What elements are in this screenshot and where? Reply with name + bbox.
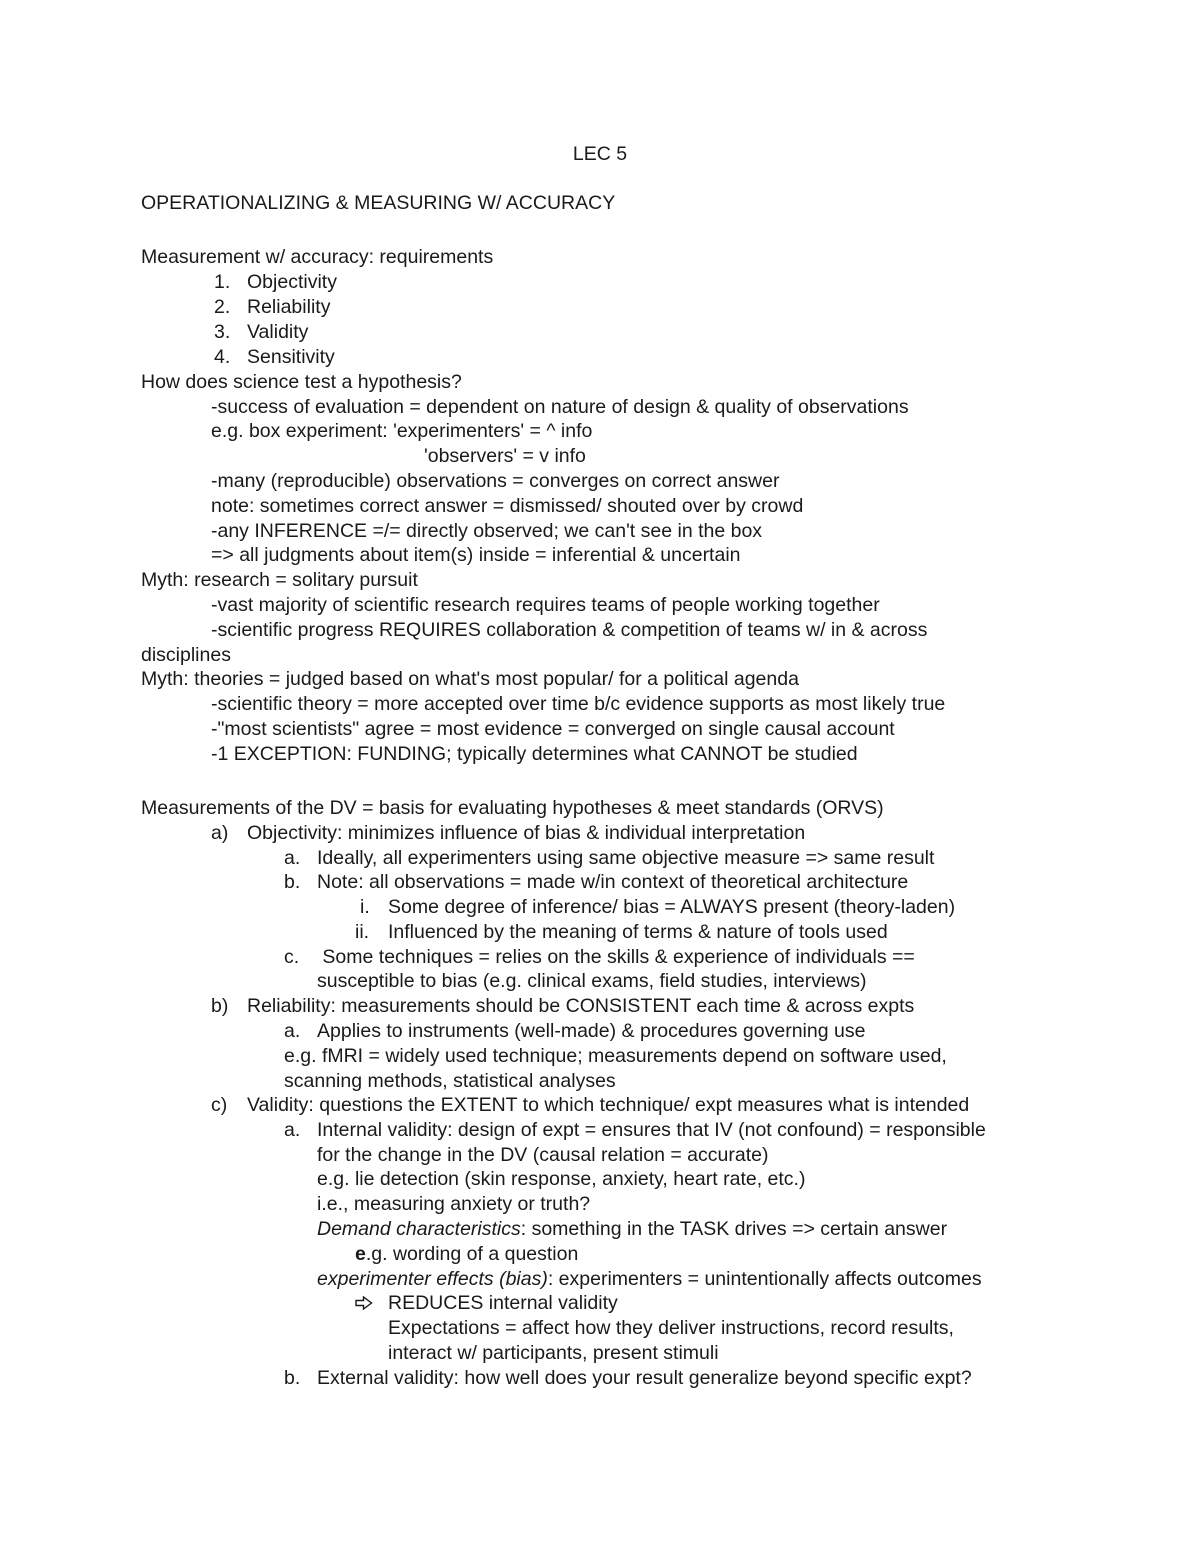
list-item-continuation: susceptible to bias (e.g. clinical exams, field studies, interviews) xyxy=(317,970,867,992)
list-item-continuation: Expectations = affect how they deliver instructions, record results, xyxy=(388,1317,954,1339)
example-line: e.g. fMRI = widely used technique; measurements depend on software used, xyxy=(284,1045,947,1067)
list-item: Influenced by the meaning of terms & nature of tools used xyxy=(388,921,888,943)
list-item: Some techniques = relies on the skills & experience of individuals == xyxy=(317,946,915,968)
example-line: i.e., measuring anxiety or truth? xyxy=(317,1193,591,1215)
note-line: -success of evaluation = dependent on nature of design & quality of observations xyxy=(211,396,909,418)
list-item-continuation: for the change in the DV (causal relation = accurate) xyxy=(317,1144,769,1166)
list-marker: i. xyxy=(360,896,370,918)
list-marker: 3. xyxy=(214,321,231,343)
demand-example-line xyxy=(355,1242,578,1267)
right-arrow-icon xyxy=(355,1296,373,1310)
note-line: e.g. box experiment: 'experimenters' = ^ info xyxy=(211,420,593,442)
note-line: -scientific theory = more accepted over time b/c evidence supports as most likely true xyxy=(211,693,946,715)
list-marker: 1. xyxy=(214,271,231,293)
list-marker: b. xyxy=(284,871,301,893)
list-marker: 4. xyxy=(214,346,231,368)
requirements-intro: Measurement w/ accuracy: requirements xyxy=(141,246,494,268)
list-item: Some degree of inference/ bias = ALWAYS present (theory-laden) xyxy=(388,896,956,918)
experimenter-effects-text: : experimenters = unintentionally affects outcomes xyxy=(547,1268,982,1290)
example-line: e.g. lie detection (skin response, anxiety, heart rate, etc.) xyxy=(317,1168,806,1190)
myth-heading: Myth: research = solitary pursuit xyxy=(141,569,418,591)
question-heading: How does science test a hypothesis? xyxy=(141,371,462,393)
section-heading: OPERATIONALIZING & MEASURING W/ ACCURACY xyxy=(141,192,616,214)
demand-characteristics-text: : something in the TASK drives => certain answer xyxy=(520,1218,948,1240)
note-line: note: sometimes correct answer = dismissed/ shouted over by crowd xyxy=(211,495,804,517)
list-marker: b) xyxy=(211,995,229,1017)
list-item: Objectivity xyxy=(247,271,337,293)
list-marker: 2. xyxy=(214,296,231,318)
internal-validity-item: Internal validity: design of expt = ensures that IV (not confound) = responsible xyxy=(317,1119,986,1141)
experimenter-effects-term: experimenter effects (bias) xyxy=(317,1268,548,1290)
note-line: 'observers' = v info xyxy=(424,445,586,467)
list-item: Validity xyxy=(247,321,309,343)
list-marker: a. xyxy=(284,1119,301,1141)
list-marker: a. xyxy=(284,1020,301,1042)
myth-heading: Myth: theories = judged based on what's most popular/ for a political agenda xyxy=(141,668,799,690)
note-line: -scientific progress REQUIRES collaboration & competition of teams w/ in & across xyxy=(211,619,928,641)
list-item: Applies to instruments (well-made) & procedures governing use xyxy=(317,1020,866,1042)
demand-characteristics-line xyxy=(317,1217,947,1242)
list-marker: c) xyxy=(211,1094,228,1116)
list-item-continuation: interact w/ participants, present stimuli xyxy=(388,1342,719,1364)
note-line: -"most scientists" agree = most evidence = converged on single causal account xyxy=(211,718,895,740)
list-item: Note: all observations = made w/in context of theoretical architecture xyxy=(317,871,909,893)
note-line: -1 EXCEPTION: FUNDING; typically determines what CANNOT be studied xyxy=(211,743,858,765)
list-marker: a) xyxy=(211,822,229,844)
list-marker: b. xyxy=(284,1367,301,1389)
list-item: Ideally, all experimenters using same objective measure => same result xyxy=(317,847,935,869)
page-title: LEC 5 xyxy=(572,143,628,165)
list-item: REDUCES internal validity xyxy=(388,1292,618,1314)
validity-item: Validity: questions the EXTENT to which technique/ expt measures what is intended xyxy=(247,1094,970,1116)
list-item: Sensitivity xyxy=(247,346,335,368)
note-line: -many (reproducible) observations = converges on correct answer xyxy=(211,470,780,492)
external-validity-item: External validity: how well does your result generalize beyond specific expt? xyxy=(317,1367,972,1389)
dv-intro: Measurements of the DV = basis for evaluating hypotheses & meet standards (ORVS) xyxy=(141,797,884,819)
demand-example-text: .g. wording of a question xyxy=(365,1243,579,1265)
experimenter-effects-line xyxy=(317,1267,982,1292)
list-marker: c. xyxy=(284,946,300,968)
arrow-bullet xyxy=(355,1291,373,1316)
example-line: scanning methods, statistical analyses xyxy=(284,1070,616,1092)
list-item: Reliability xyxy=(247,296,331,318)
note-line: => all judgments about item(s) inside = inferential & uncertain xyxy=(211,544,741,566)
list-marker: ii. xyxy=(355,921,370,943)
demand-characteristics-term: Demand characteristics xyxy=(317,1218,521,1240)
list-marker: a. xyxy=(284,847,301,869)
note-line: -any INFERENCE =/= directly observed; we can't see in the box xyxy=(211,520,763,542)
note-line: -vast majority of scientific research requires teams of people working together xyxy=(211,594,880,616)
reliability-item: Reliability: measurements should be CONSISTENT each time & across expts xyxy=(247,995,915,1017)
objectivity-item: Objectivity: minimizes influence of bias & individual interpretation xyxy=(247,822,806,844)
note-line: disciplines xyxy=(141,644,231,666)
emphasis-letter: e xyxy=(355,1243,366,1265)
